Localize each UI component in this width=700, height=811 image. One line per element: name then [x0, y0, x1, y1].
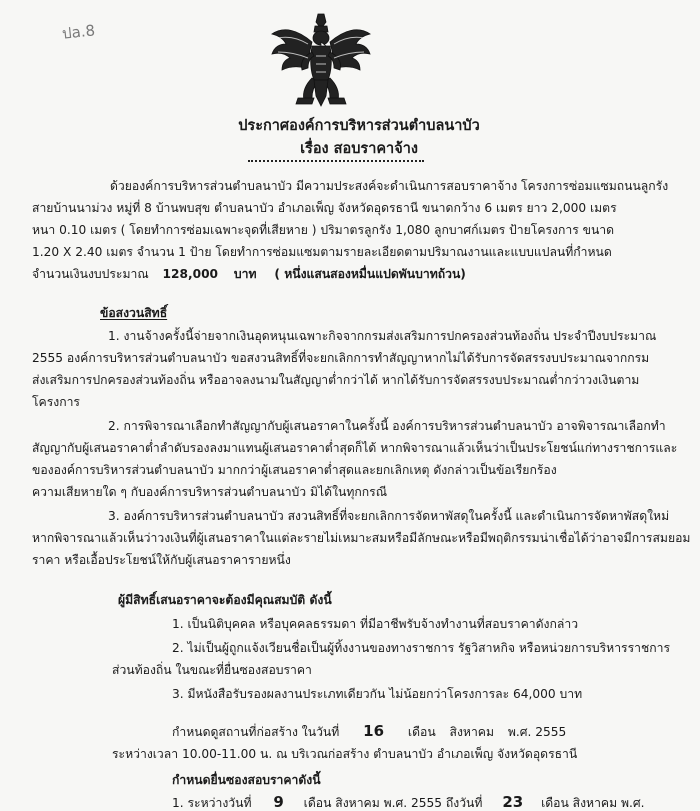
qualification-line: 3. มีหนังสือรับรองผลงานประเภทเดียวกัน ไม่น้อยกว่าโครงการละ 64,000 บาท	[172, 687, 583, 701]
site-visit-line	[172, 723, 566, 740]
site-visit-month: สิงหาคม	[449, 725, 494, 739]
site-visit-day: 16	[363, 722, 385, 740]
qualification-line: 2. ไม่เป็นผู้ถูกแจ้งเวียนชื่อเป็นผู้ทิ้งงานของทางราชการ รัฐวิสาหกิจ หรือหน่วยการบริหารราชการ	[172, 641, 671, 655]
intro-line: ด้วยองค์การบริหารส่วนตำบลนาบัว มีความประสงค์จะดำเนินการสอบราคาจ้าง โครงการซ่อมแซมถนนลูกรัง	[110, 179, 669, 193]
site-visit-year: พ.ศ. 2555	[507, 725, 567, 739]
rights-line: ส่งเสริมการปกครองส่วนท้องถิ่น หรืออาจลงนามในสัญญาต่ำกว่าได้ หากได้รับการจัดสรรงบประมาณต่ำกว่าวงเงินตาม	[32, 373, 640, 387]
site-visit-month-label: เดือน	[407, 725, 436, 739]
rights-line: สัญญากับผู้เสนอราคาต่ำลำดับรองลงมาแทนผู้เสนอราคาต่ำสุดก็ได้ หากพิจารณาแล้วเห็นว่าเป็นประโยชน์แก่ทางราชการและ	[32, 441, 678, 455]
intro-line: 1.20 X 2.40 เมตร จำนวน 1 ป้าย โดยทำการซ่อมแซมตามรายละเอียดตามปริมาณงานและแบบแปลนที่กำหนด	[32, 245, 612, 259]
budget-line	[32, 266, 466, 282]
budget-in-words: ( หนึ่งแสนสองหมื่นแปดพันบาทถ้วน)	[274, 267, 466, 281]
budget-unit: บาท	[233, 267, 257, 281]
rights-heading: ข้อสงวนสิทธิ์	[100, 306, 168, 320]
rights-line: หากพิจารณาแล้วเห็นว่าวงเงินที่ผู้เสนอราคาในแต่ละรายไม่เหมาะสมหรือมีลักษณะหรือมีพฤติกรรมน่าเชื่อได้ว่าอาจมีการสมยอม	[32, 531, 691, 545]
qualification-line: 1. เป็นนิติบุคคล หรือบุคคลธรรมดา ที่มีอาชีพรับจ้างทำงานที่สอบราคาดังกล่าว	[172, 617, 579, 631]
submission-line	[172, 794, 645, 811]
title-dotted-divider	[248, 160, 424, 162]
submission-heading: กำหนดยื่นซองสอบราคาดังนี้	[172, 773, 321, 787]
budget-amount: 128,000	[162, 267, 219, 281]
handwritten-page-note: ปa.8	[61, 21, 96, 43]
qualifications-heading: ผู้มีสิทธิ์เสนอราคาจะต้องมีคุณสมบัติ ดังนี้	[118, 593, 332, 607]
rights-line: 2555 องค์การบริหารส่วนตำบลนาบัว ขอสงวนสิทธิ์ที่จะยกเลิกการทำสัญญาหากไม่ได้รับการจัดสรรงบประมาณจากกรม	[32, 351, 650, 365]
rights-line: ขององค์การบริหารส่วนตำบลนาบัว มากกว่าผู้เสนอราคาต่ำสุดและยกเลิกเหตุ ดังกล่าวเป็นข้อเรียกร้อง	[32, 463, 557, 477]
rights-line: 2. การพิจารณาเลือกทำสัญญากับผู้เสนอราคาในครั้งนี้ องค์การบริหารส่วนตำบลนาบัว อาจพิจารณาเลือกทำ	[108, 419, 666, 433]
submission-suffix: เดือน สิงหาคม พ.ศ.	[541, 796, 645, 810]
announcement-subject: เรื่อง สอบราคาจ้าง	[300, 141, 418, 157]
announcement-title: ประกาศองค์การบริหารส่วนตำบลนาบัว	[238, 118, 480, 134]
submission-day-from: 9	[273, 793, 284, 811]
site-visit-prefix: กำหนดดูสถานที่ก่อสร้าง ในวันที่	[172, 725, 340, 739]
garuda-emblem-icon	[268, 12, 374, 108]
rights-line: 1. งานจ้างครั้งนี้จ่ายจากเงินอุดหนุนเฉพาะกิจจากกรมส่งเสริมการปกครองส่วนท้องถิ่น ประจำปีงบประมาณ	[108, 329, 657, 343]
rights-line: โครงการ	[32, 395, 80, 409]
qualification-line: ส่วนท้องถิ่น ในขณะที่ยื่นซองสอบราคา	[112, 663, 312, 677]
rights-line: 3. องค์การบริหารส่วนตำบลนาบัว สงวนสิทธิ์ที่จะยกเลิกการจัดหาพัสดุในครั้งนี้ และดำเนินการจัดหาพัสดุใหม่	[108, 509, 670, 523]
rights-line: ราคา หรือเอื้อประโยชน์ให้กับผู้เสนอราคารายหนึ่ง	[32, 553, 291, 567]
site-visit-time-line: ระหว่างเวลา 10.00-11.00 น. ณ บริเวณก่อสร้าง ตำบลนาบัว อำเภอเพ็ญ จังหวัดอุดรธานี	[112, 747, 578, 761]
submission-prefix: 1. ระหว่างวันที่	[172, 796, 252, 810]
intro-line: สายบ้านนาม่วง หมู่ที่ 8 บ้านพบสุข ตำบลนาบัว อำเภอเพ็ญ จังหวัดอุดรธานี ขนาดกว้าง 6 เมตร ยาว 2,000 เมตร	[32, 201, 617, 215]
intro-line: หนา 0.10 เมตร ( โดยทำการซ่อมเฉพาะจุดที่เสียหาย ) ปริมาตรลูกรัง 1,080 ลูกบาศก์เมตร ป้ายโครงการ ขนาด	[32, 223, 615, 237]
submission-day-to: 23	[502, 793, 524, 811]
rights-line: ความเสียหายใด ๆ กับองค์การบริหารส่วนตำบลนาบัว มิได้ในทุกกรณี	[32, 485, 388, 499]
submission-middle: เดือน สิงหาคม พ.ศ. 2555 ถึงวันที่	[303, 796, 483, 810]
budget-label: จำนวนเงินงบประมาณ	[32, 267, 149, 281]
